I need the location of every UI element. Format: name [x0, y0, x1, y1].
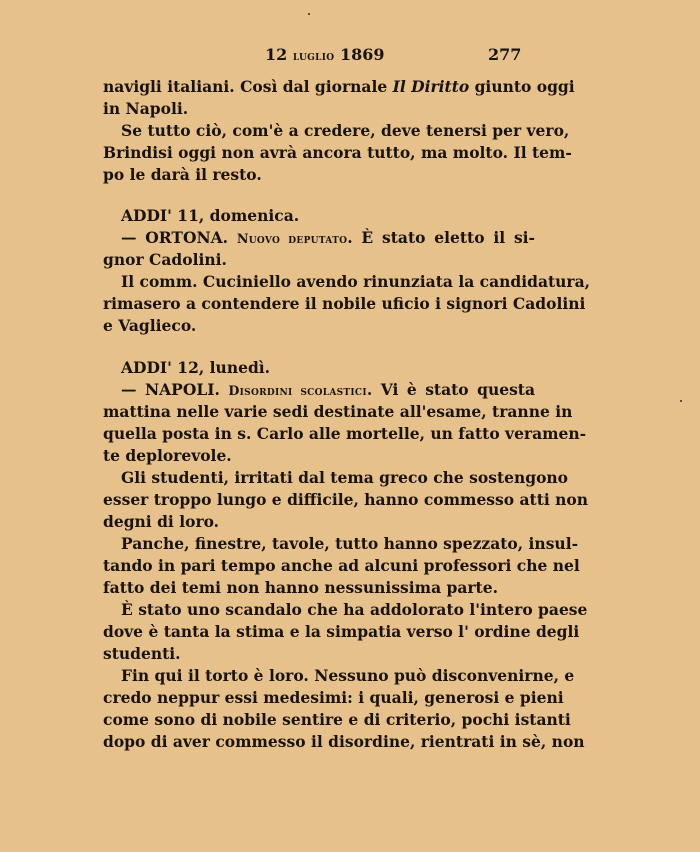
text-line: come sono di nobile sentire e di criterio, pochi istanti: [103, 710, 571, 729]
text-line: quella posta in s. Carlo alle mortelle, un fatto veramen-: [103, 424, 587, 443]
text-line: Panche, finestre, tavole, tutto hanno spezzato, insul-: [121, 534, 579, 553]
text-line: esser troppo lungo e difficile, hanno commesso atti non: [103, 490, 589, 509]
text-line: po le darà il resto.: [103, 165, 262, 184]
text-line: gnor Cadolini.: [103, 250, 227, 269]
small-caps-heading: Disordini scolastici: [228, 383, 367, 398]
text-line: [103, 76, 575, 98]
header-day: 12: [265, 45, 288, 64]
section-heading: ADDI' 11, domenica.: [121, 206, 300, 225]
text-span: giunto oggi: [469, 77, 575, 96]
section-heading: ADDI' 12, lunedì.: [121, 358, 271, 377]
header-month: luglio: [292, 49, 335, 64]
text-line: dove è tanta la stima e la simpatia verso l' ordine degli: [103, 622, 580, 641]
newspaper-title: Il Diritto: [392, 77, 470, 96]
text-line: [103, 227, 535, 249]
text-line: Il comm. Cuciniello avendo rinunziata la candidatura,: [121, 272, 591, 291]
text-line: [103, 379, 535, 401]
text-line: È stato uno scandalo che ha addolorato l'intero paese: [121, 600, 588, 619]
paper-speck: [308, 13, 310, 15]
text-line: Brindisi oggi non avrà ancora tutto, ma molto. Il tem-: [103, 143, 572, 162]
text-line: Se tutto ciò, com'è a credere, deve tenersi per vero,: [121, 121, 570, 140]
text-span: navigli italiani. Così dal giornale: [103, 77, 393, 96]
text-span: — NAPOLI.: [121, 380, 229, 399]
text-line: Gli studenti, irritati dal tema greco che sostengono: [121, 468, 569, 487]
running-header-date: [265, 44, 385, 66]
text-line: te deplorevole.: [103, 446, 232, 465]
text-line: dopo di aver commesso il disordine, rientrati in sè, non: [103, 732, 585, 751]
text-line: fatto dei temi non hanno nessunissima parte.: [103, 578, 498, 597]
text-span: . Vi è stato questa: [366, 380, 535, 399]
paper-speck: [680, 400, 682, 402]
small-caps-heading: Nuovo deputato: [236, 231, 348, 246]
text-line: tando in pari tempo anche ad alcuni professori che nel: [103, 556, 580, 575]
text-span: — ORTONA.: [121, 228, 237, 247]
text-line: studenti.: [103, 644, 181, 663]
text-line: credo neppur essi medesimi: i quali, generosi e pieni: [103, 688, 564, 707]
text-line: in Napoli.: [103, 99, 189, 118]
text-line: mattina nelle varie sedi destinate all'esame, tranne in: [103, 402, 573, 421]
page-number: 277: [488, 45, 522, 64]
text-line: rimasero a contendere il nobile uficio i signori Cadolini: [103, 294, 586, 313]
text-span: . È stato eletto il si-: [347, 228, 535, 247]
text-line: Fin qui il torto è loro. Nessuno può disconvenirne, e: [121, 666, 575, 685]
text-line: e Vaglieco.: [103, 316, 197, 335]
text-line: degni di loro.: [103, 512, 220, 531]
body-text: [103, 76, 591, 753]
header-year: 1869: [339, 45, 385, 64]
